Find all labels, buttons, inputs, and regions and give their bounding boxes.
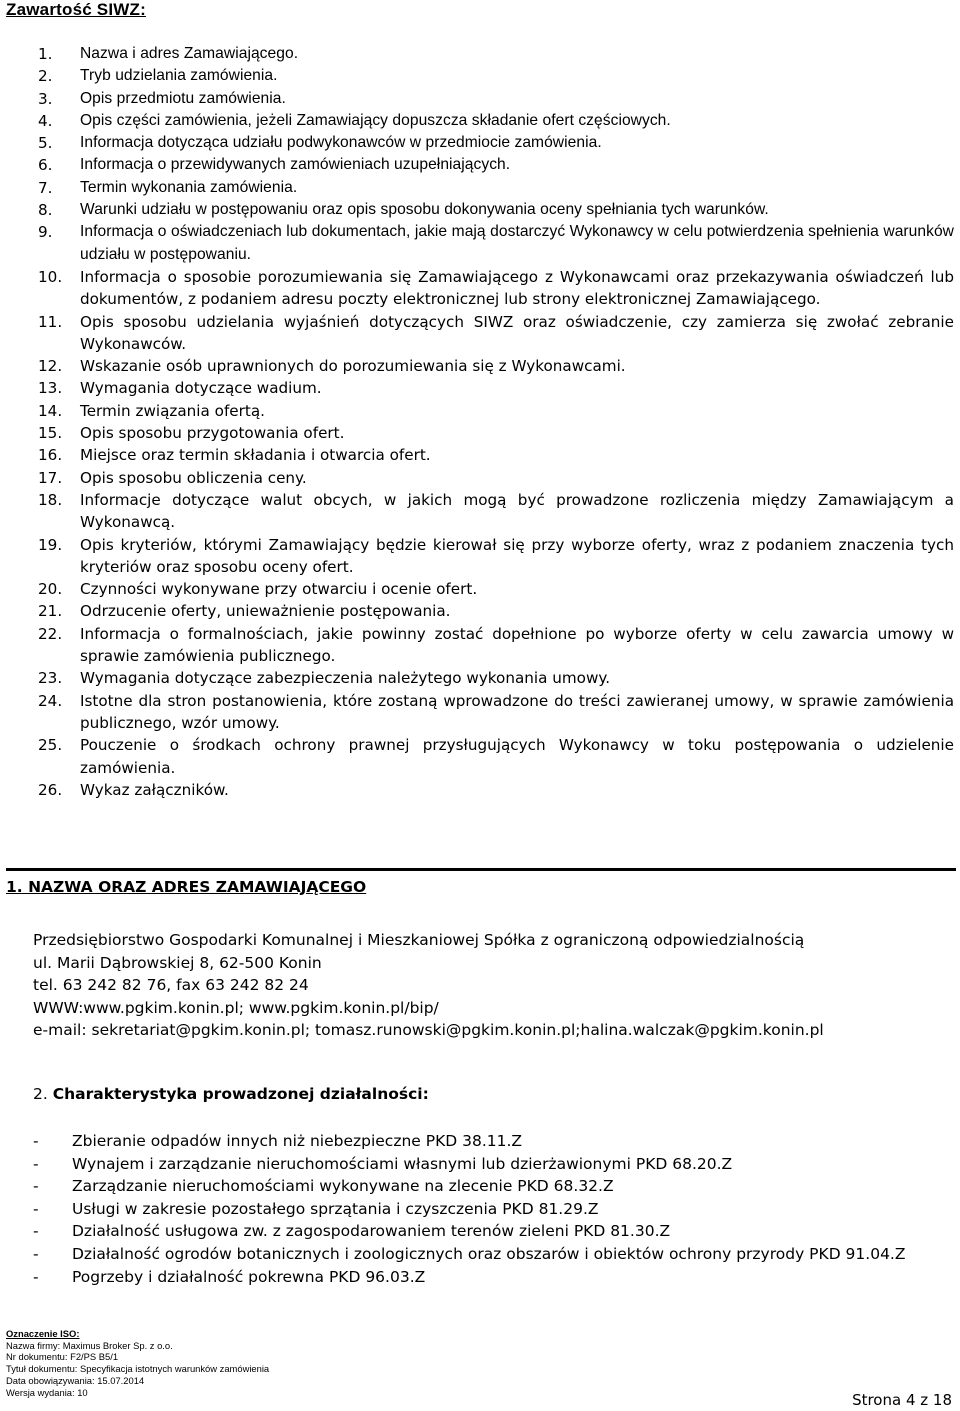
activity-text: Wynajem i zarządzanie nieruchomościami własnymi lub dzierżawionymi PKD 68.20.Z (72, 1154, 733, 1173)
phone-fax: tel. 63 242 82 76, fax 63 242 82 24 (33, 976, 309, 995)
website: WWW:www.pgkim.konin.pl; www.pgkim.konin.pl/bip/ (33, 998, 439, 1017)
footer-doc-title: Tytuł dokumentu: Specyfikacja istotnych warunków zamówienia (6, 1363, 270, 1375)
list-dash: - (33, 1132, 39, 1150)
toc-item-number: 14. (38, 401, 63, 420)
footer-valid-date: Data obowiązywania: 15.07.2014 (6, 1374, 145, 1386)
toc-item-number: 12. (38, 357, 63, 376)
toc-item-text: Wymagania dotyczące wadium. (80, 379, 322, 398)
toc-item-text: Informacja o formalnościach, jakie powinny zostać dopełnione po wyborze oferty w celu zawarcia umowy w sprawie zamówienia publicznego. (80, 624, 954, 666)
toc-item (38, 132, 956, 154)
toc-item-number: 10. (38, 267, 63, 286)
toc-item (38, 154, 956, 176)
toc-item-number: 24. (38, 691, 63, 710)
toc-item (38, 690, 956, 735)
toc-item (38, 422, 956, 444)
toc-item-number: 22. (38, 624, 63, 643)
toc-item-number: 23. (38, 669, 63, 688)
activity-item (33, 1243, 955, 1266)
toc-item (38, 734, 956, 779)
activity-text: Zbieranie odpadów innych niż niebezpieczne PKD 38.11.Z (72, 1132, 523, 1150)
toc-item (38, 199, 956, 221)
toc-item-number: 13. (38, 379, 63, 398)
toc-item-text: Opis części zamówienia, jeżeli Zamawiający dopuszcza składanie ofert częściowych. (80, 111, 671, 129)
section-2-heading (33, 1085, 429, 1103)
email-addresses: e-mail: sekretariat@pgkim.konin.pl; tomasz.runowski@pgkim.konin.pl;halina.walczak@pgkim.konin.pl (33, 1021, 824, 1040)
toc-item (38, 177, 956, 199)
list-dash: - (33, 1222, 39, 1241)
toc-item-text: Termin wykonania zamówienia. (80, 178, 298, 196)
toc-item (38, 467, 956, 489)
toc-item (38, 266, 956, 311)
toc-item-text: Wskazanie osób uprawnionych do porozumiewania się z Wykonawcami. (80, 357, 626, 376)
toc-item-text: Termin związania ofertą. (80, 401, 265, 420)
toc-item-text: Opis sposobu przygotowania ofert. (80, 424, 345, 443)
toc-item-text: Informacja o przewidywanych zamówieniach uzupełniających. (80, 156, 511, 174)
toc-item-number: 15. (38, 424, 63, 443)
section-2-title: Charakterystyka prowadzonej działalności: (52, 1085, 429, 1103)
activity-text: Zarządzanie nieruchomościami wykonywane na zlecenie PKD 68.32.Z (72, 1177, 614, 1196)
footer-doc-number: Nr dokumentu: F2/PS B5/1 (6, 1351, 119, 1363)
toc-item-text: Warunki udziału w postępowaniu oraz opis sposobu dokonywania oceny spełniania tych warunków. (80, 201, 769, 219)
toc-item-text: Informacje dotyczące walut obcych, w jakich mogą być prowadzone rozliczenia między Zamawiającym a Wykonawcą. (80, 490, 954, 532)
activity-item (33, 1198, 955, 1221)
toc-item-number: 21. (38, 602, 63, 621)
toc-item-text: Informacja o sposobie porozumiewania się Zamawiającego z Wykonawcami oraz przekazywania oświadczeń lub dokumentów, z podaniem adresu poczty elektronicznej lub strony elektronicznej Zamawiającego. (80, 267, 954, 309)
toc-item-number: 2. (38, 67, 53, 86)
toc-item-text: Wymagania dotyczące zabezpieczenia należytego wykonania umowy. (80, 669, 611, 688)
toc-item (38, 578, 956, 600)
toc-item-number: 17. (38, 468, 63, 487)
toc-item (38, 667, 956, 689)
toc-item-number: 3. (38, 89, 53, 108)
toc-item-number: 7. (38, 178, 53, 197)
toc-item (38, 110, 956, 132)
toc-item-text: Opis sposobu obliczenia ceny. (80, 468, 307, 487)
toc-item-number: 20. (38, 580, 63, 599)
toc-item-number: 4. (38, 111, 53, 130)
toc-item-text: Nazwa i adres Zamawiającego. (80, 45, 299, 62)
list-dash: - (33, 1267, 39, 1286)
toc-item (38, 65, 956, 87)
toc-item-number: 25. (38, 736, 63, 755)
toc-item (38, 400, 956, 422)
toc-item-text: Tryb udzielania zamówienia. (80, 67, 278, 85)
toc-item-number: 18. (38, 490, 63, 509)
footer-company: Nazwa firmy: Maximus Broker Sp. z o.o. (6, 1339, 173, 1351)
list-dash: - (33, 1154, 39, 1173)
toc-item-text: Wykaz załączników. (80, 780, 229, 799)
toc-item-number: 11. (38, 312, 63, 331)
toc-item (38, 43, 956, 65)
toc-item-number: 8. (38, 201, 53, 220)
toc-item-text: Istotne dla stron postanowienia, które zostaną wprowadzone do treści zawieranej umowy, w sprawie zamówienia publicznego, wzór umowy. (80, 691, 954, 732)
list-dash: - (33, 1177, 39, 1196)
activity-item (33, 1220, 955, 1243)
toc-item-text: Informacja o oświadczeniach lub dokumentach, jakie mają dostarczyć Wykonawcy w celu potwierdzenia spełnienia warunków udziału w postępowaniu. (80, 223, 954, 263)
footer-version: Wersja wydania: 10 (6, 1386, 88, 1398)
toc-item (38, 355, 956, 377)
list-dash: - (33, 1199, 39, 1218)
toc-item (38, 779, 956, 801)
toc-item (38, 489, 956, 534)
section-divider (6, 868, 956, 871)
toc-item (38, 88, 956, 110)
toc-item-number: 19. (38, 535, 63, 554)
toc-item-text: Opis sposobu udzielania wyjaśnień dotyczących SIWZ oraz oświadczenie, czy zamierza się zwołać zebranie Wykonawców. (80, 312, 954, 353)
page-number: Strona 4 z 18 (852, 1391, 952, 1409)
activity-item (33, 1175, 955, 1198)
toc-item-number: 26. (38, 780, 63, 799)
activity-item (33, 1266, 955, 1289)
toc-item-text: Opis kryteriów, którymi Zamawiający będzie kierował się przy wyborze oferty, wraz z podaniem znaczenia tych kryteriów oraz sposobu oceny ofert. (80, 535, 954, 576)
toc-item-text: Odrzucenie oferty, unieważnienie postępowania. (80, 602, 451, 621)
toc-item (38, 221, 956, 266)
activity-item (33, 1130, 955, 1153)
company-name: Przedsiębiorstwo Gospodarki Komunalnej i Mieszkaniowej Spółka z ograniczoną odpowiedzialnością (33, 931, 805, 949)
iso-label: Oznaczenie ISO: (6, 1328, 80, 1339)
activity-text: Działalność usługowa zw. z zagospodarowaniem terenów zieleni PKD 81.30.Z (72, 1222, 671, 1241)
toc-item-text: Informacja dotycząca udziału podwykonawców w przedmiocie zamówienia. (80, 134, 602, 152)
list-dash: - (33, 1244, 39, 1263)
activity-text: Usługi w zakresie pozostałego sprzątania i czyszczenia PKD 81.29.Z (72, 1199, 599, 1218)
document-footer (6, 1328, 269, 1398)
activity-item (33, 1153, 955, 1176)
toc-item-text: Miejsce oraz termin składania i otwarcia ofert. (80, 446, 431, 465)
toc-item-text: Czynności wykonywane przy otwarciu i ocenie ofert. (80, 580, 478, 599)
toc-item-number: 5. (38, 134, 53, 153)
document-title: Zawartość SIWZ: (6, 0, 146, 19)
section-2-number: 2. (33, 1085, 48, 1103)
toc-item (38, 311, 956, 356)
contracting-authority-address (33, 929, 953, 1042)
toc-item-number: 16. (38, 446, 63, 465)
table-of-contents (38, 43, 956, 801)
activity-text: Działalność ogrodów botanicznych i zoologicznych oraz obszarów i obiektów ochrony przyrody PKD 91.04.Z (72, 1244, 906, 1263)
toc-item (38, 534, 956, 579)
toc-item-number: 6. (38, 156, 53, 175)
toc-item (38, 600, 956, 622)
toc-item (38, 623, 956, 668)
activity-text: Pogrzeby i działalność pokrewna PKD 96.03.Z (72, 1267, 426, 1286)
toc-item-text: Pouczenie o środkach ochrony prawnej przysługujących Wykonawcy w toku postępowania o udzielenie zamówienia. (80, 736, 954, 777)
toc-item (38, 377, 956, 399)
toc-item-number: 1. (38, 45, 53, 63)
toc-item (38, 444, 956, 466)
toc-item-text: Opis przedmiotu zamówienia. (80, 89, 286, 107)
toc-item-number: 9. (38, 223, 53, 242)
street-address: ul. Marii Dąbrowskiej 8, 62-500 Konin (33, 953, 322, 972)
activities-list (33, 1130, 955, 1288)
section-1-heading: 1. NAZWA ORAZ ADRES ZAMAWIAJĄCEGO (6, 878, 367, 896)
